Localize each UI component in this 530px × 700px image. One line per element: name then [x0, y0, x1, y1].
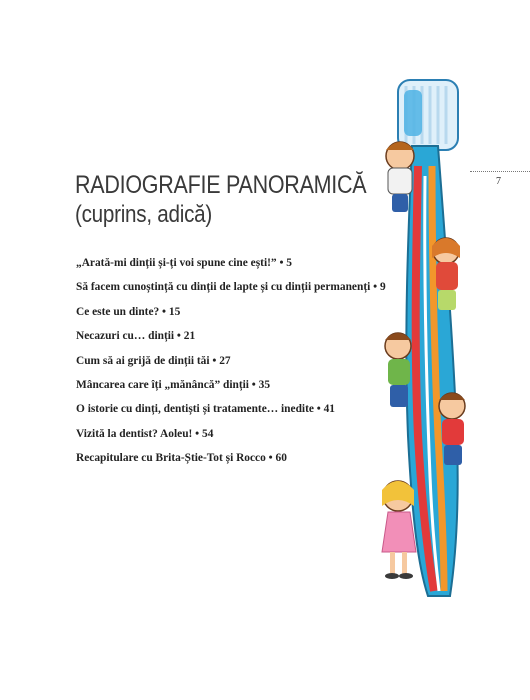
table-of-contents [76, 256, 386, 476]
toc-entry[interactable]: „Arată-mi dinții și-ți voi spune cine ești!” • 5 [76, 257, 292, 269]
toc-entry[interactable]: O istorie cu dinți, dentiști și tratamente… inedite • 41 [76, 403, 335, 416]
toc-entry[interactable]: Necazuri cu… dinții • 21 [76, 330, 196, 343]
page-number: 7 [496, 176, 501, 187]
toc-entry[interactable]: Recapitulare cu Brita-Știe-Tot și Rocco • 60 [76, 452, 287, 465]
toc-entry[interactable]: Cum să ai grijă de dinții tăi • 27 [76, 354, 231, 367]
child-girl-bottom [382, 481, 416, 579]
child-green-shirt [385, 333, 411, 407]
toc-entry[interactable]: Ce este un dinte? • 15 [76, 305, 181, 318]
title-line-1: RADIOGRAFIE PANORAMICĂ [75, 171, 367, 199]
toc-entry[interactable]: Să facem cunoștință cu dinții de lapte și cu dinții permanenți • 9 [76, 281, 386, 294]
toothbrush-head [398, 80, 458, 150]
page-title [75, 170, 366, 230]
toc-entry[interactable]: Vizită la dentist? Aoleu! • 54 [76, 427, 214, 440]
title-line-2: (cuprins, adică) [75, 201, 212, 228]
toothbrush-handle [406, 146, 457, 596]
toc-entry[interactable]: Mâncarea care îți „mănâncă” dinții • 35 [76, 378, 271, 391]
toothbrush-kids-illustration [360, 76, 480, 606]
